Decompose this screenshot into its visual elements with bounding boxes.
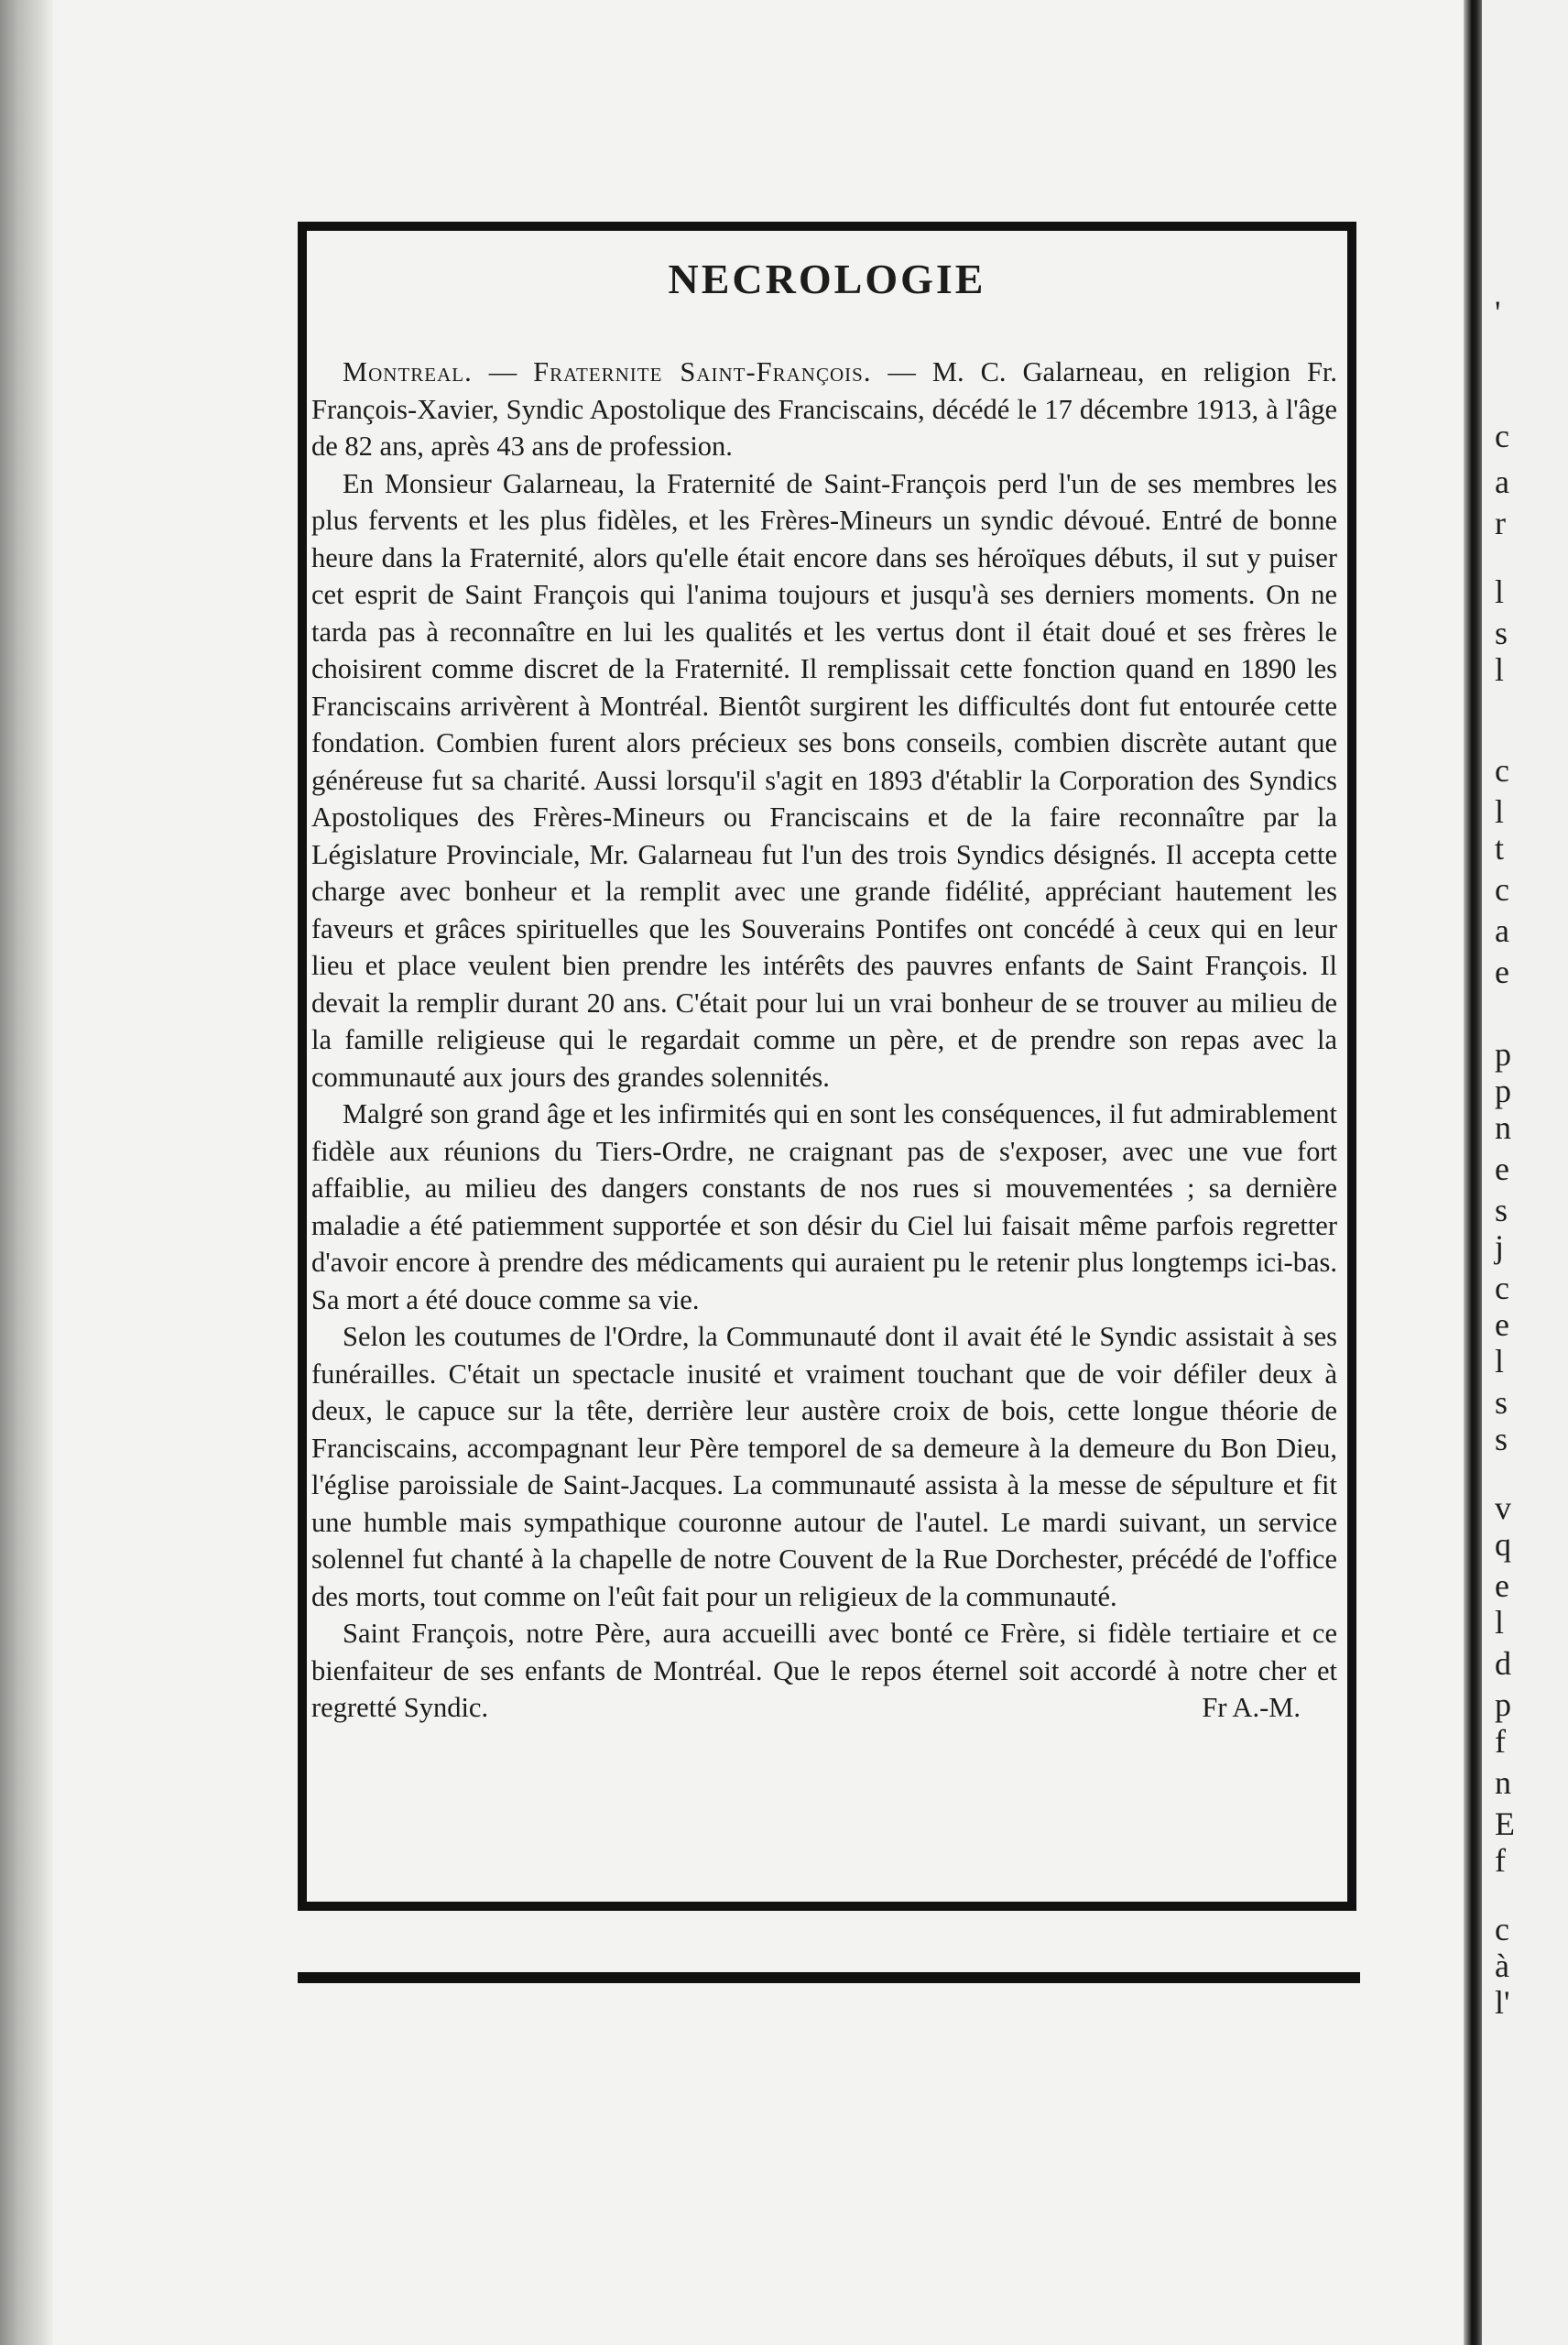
next-page-letter: t xyxy=(1495,830,1505,867)
dash: — xyxy=(472,356,534,387)
next-page-letter: c xyxy=(1495,752,1509,789)
next-page-letter: c xyxy=(1495,871,1509,908)
next-page-letter: s xyxy=(1495,1421,1508,1457)
closing-paragraph xyxy=(311,1615,1337,1727)
next-page-letter: r xyxy=(1495,505,1506,541)
next-page-letter: d xyxy=(1495,1645,1511,1682)
next-page-letter: e xyxy=(1495,1567,1509,1604)
next-page-letter: f xyxy=(1495,1723,1506,1760)
next-page-letter: e xyxy=(1495,954,1509,990)
intro-fraternity: Fraternite Saint-François. xyxy=(533,356,872,387)
book-left-edge xyxy=(0,0,53,2345)
next-page-letter: p xyxy=(1495,1073,1511,1109)
article-title: NECROLOGIE xyxy=(668,256,986,302)
next-page-letter: c xyxy=(1495,1270,1509,1306)
body-paragraph: Malgré son grand âge et les infirmités qui en sont les conséquences, il fut admirablement fidèle aux réunions du Tiers-Ordre, ne craignant pas de s'exposer, avec une vue fort affaiblie, au milieu des dangers constants de nos rues si mouvementées ; sa dernière maladie a été patiemment supportée et son désir du Ciel lui faisait même parfois regretter d'avoir encore à prendre des médicaments qui auraient pu le retenir plus longtemps ici-bas. Sa mort a été douce comme sa vie. xyxy=(311,1098,1337,1315)
next-page-letter: E xyxy=(1495,1805,1515,1842)
adjacent-page-fragment xyxy=(1482,0,1568,2345)
next-page-letter: l' xyxy=(1495,1984,1510,2021)
next-page-letter: j xyxy=(1495,1228,1505,1265)
next-page-letter: e xyxy=(1495,1306,1509,1343)
next-page-letter: a xyxy=(1495,464,1509,500)
next-page-letter: l xyxy=(1495,1604,1505,1641)
next-page-letter: ' xyxy=(1495,294,1501,331)
next-page-letter: s xyxy=(1495,615,1508,651)
bottom-rule xyxy=(298,1972,1360,1983)
next-page-letter: s xyxy=(1495,1192,1508,1228)
closing-text: Saint François, notre Père, aura accueilli avec bonté ce Frère, si fidèle tertiaire et ce bienfaiteur de ses enfants de Montréal. Que le repos éternel soit accordé à notre cher et regretté Syndic. xyxy=(311,1618,1337,1723)
signature: Fr A.-M. xyxy=(1202,1692,1301,1723)
next-page-letter: n xyxy=(1495,1109,1511,1146)
next-page-letter: c xyxy=(1495,1911,1509,1947)
next-page-letter: l xyxy=(1495,1343,1505,1380)
book-gutter xyxy=(1464,0,1482,2345)
intro-place: Montreal. xyxy=(343,356,473,387)
next-page-letter: c xyxy=(1495,418,1509,454)
next-page-letter: p xyxy=(1495,1036,1511,1073)
body-paragraph: Selon les coutumes de l'Ordre, la Communauté dont il avait été le Syndic assistait à ses funérailles. C'était un spectacle inusité et vraiment touchant que de voir défiler deux à deux, le capuce sur la tête, derrière leur austère croix de bois, cette longue théorie de Franciscains, accompagnant leur Père temporel de sa demeure à la demeure du Bon Dieu, l'église paroissiale de Saint-Jacques. La communauté assista à la messe de sépulture et fit une humble mais sympathique couronne autour de l'autel. Le mardi suivant, un service solennel fut chanté à la chapelle de notre Couvent de la Rue Dorchester, précédé de l'office des morts, tout comme on l'eût fait pour un religieux de la communauté. xyxy=(311,1321,1337,1612)
next-page-letter: n xyxy=(1495,1764,1511,1801)
next-page-letter: e xyxy=(1495,1151,1509,1187)
dash: — xyxy=(871,356,932,387)
next-page-letter: l xyxy=(1495,793,1505,830)
next-page-letter: a xyxy=(1495,912,1509,949)
next-page-letter: p xyxy=(1495,1686,1511,1723)
next-page-letter: f xyxy=(1495,1842,1506,1879)
next-page-letter: l xyxy=(1495,651,1505,688)
next-page-letter: l xyxy=(1495,573,1505,610)
next-page-letter: s xyxy=(1495,1384,1508,1421)
next-page-letter: q xyxy=(1495,1526,1511,1563)
intro-paragraph xyxy=(311,354,1337,465)
next-page-letter: à xyxy=(1495,1947,1509,1984)
intro-text: M. C. Galarneau, en religion Fr. François-Xavier, Syndic Apostolique des Franciscains, décédé le 17 décembre 1913, à l'âge de 82 ans, après 43 ans de profession. xyxy=(311,356,1338,462)
obituary-article xyxy=(311,354,1337,1727)
next-page-letter: v xyxy=(1495,1489,1511,1526)
body-paragraph: En Monsieur Galarneau, la Fraternité de Saint-François perd l'un de ses membres les plus fervents et les plus fidèles, et les Frères-Mineurs un syndic dévoué. Entré de bonne heure dans la Fraternité, alors qu'elle était encore dans ses héroïques débuts, il sut y puiser cet esprit de Saint François qui l'anima toujours et jusqu'à ses derniers moments. On ne tarda pas à reconnaître en lui les qualités et les vertus dont il était doué et ses frères le choisirent comme discret de la Fraternité. Il remplissait cette fonction quand en 1890 les Franciscains arrivèrent à Montréal. Bientôt surgirent les difficultés dont fut entourée cette fondation. Combien furent alors précieux ses bons conseils, combien discrète autant que généreuse fut sa charité. Aussi lorsqu'il s'agit en 1893 d'établir la Corporation des Syndics Apostoliques des Frères-Mineurs ou Franciscains et de la faire reconnaître par la Législature Provinciale, Mr. Galarneau fut l'un des trois Syndics désignés. Il accepta cette charge avec bonheur et la remplit avec une grande fidélité, appréciant hautement les faveurs et grâces spirituelles que les Souverains Pontifes ont concédé à ceux qui en leur lieu et place veulent bien prendre les intérêts des pauvres enfants de Saint François. Il devait la remplir durant 20 ans. C'était pour lui un vrai bonheur de se trouver au milieu de la famille religieuse qui le regardait comme un père, et de prendre son repas avec la communauté aux jours des grandes solennités. xyxy=(311,467,1337,1093)
